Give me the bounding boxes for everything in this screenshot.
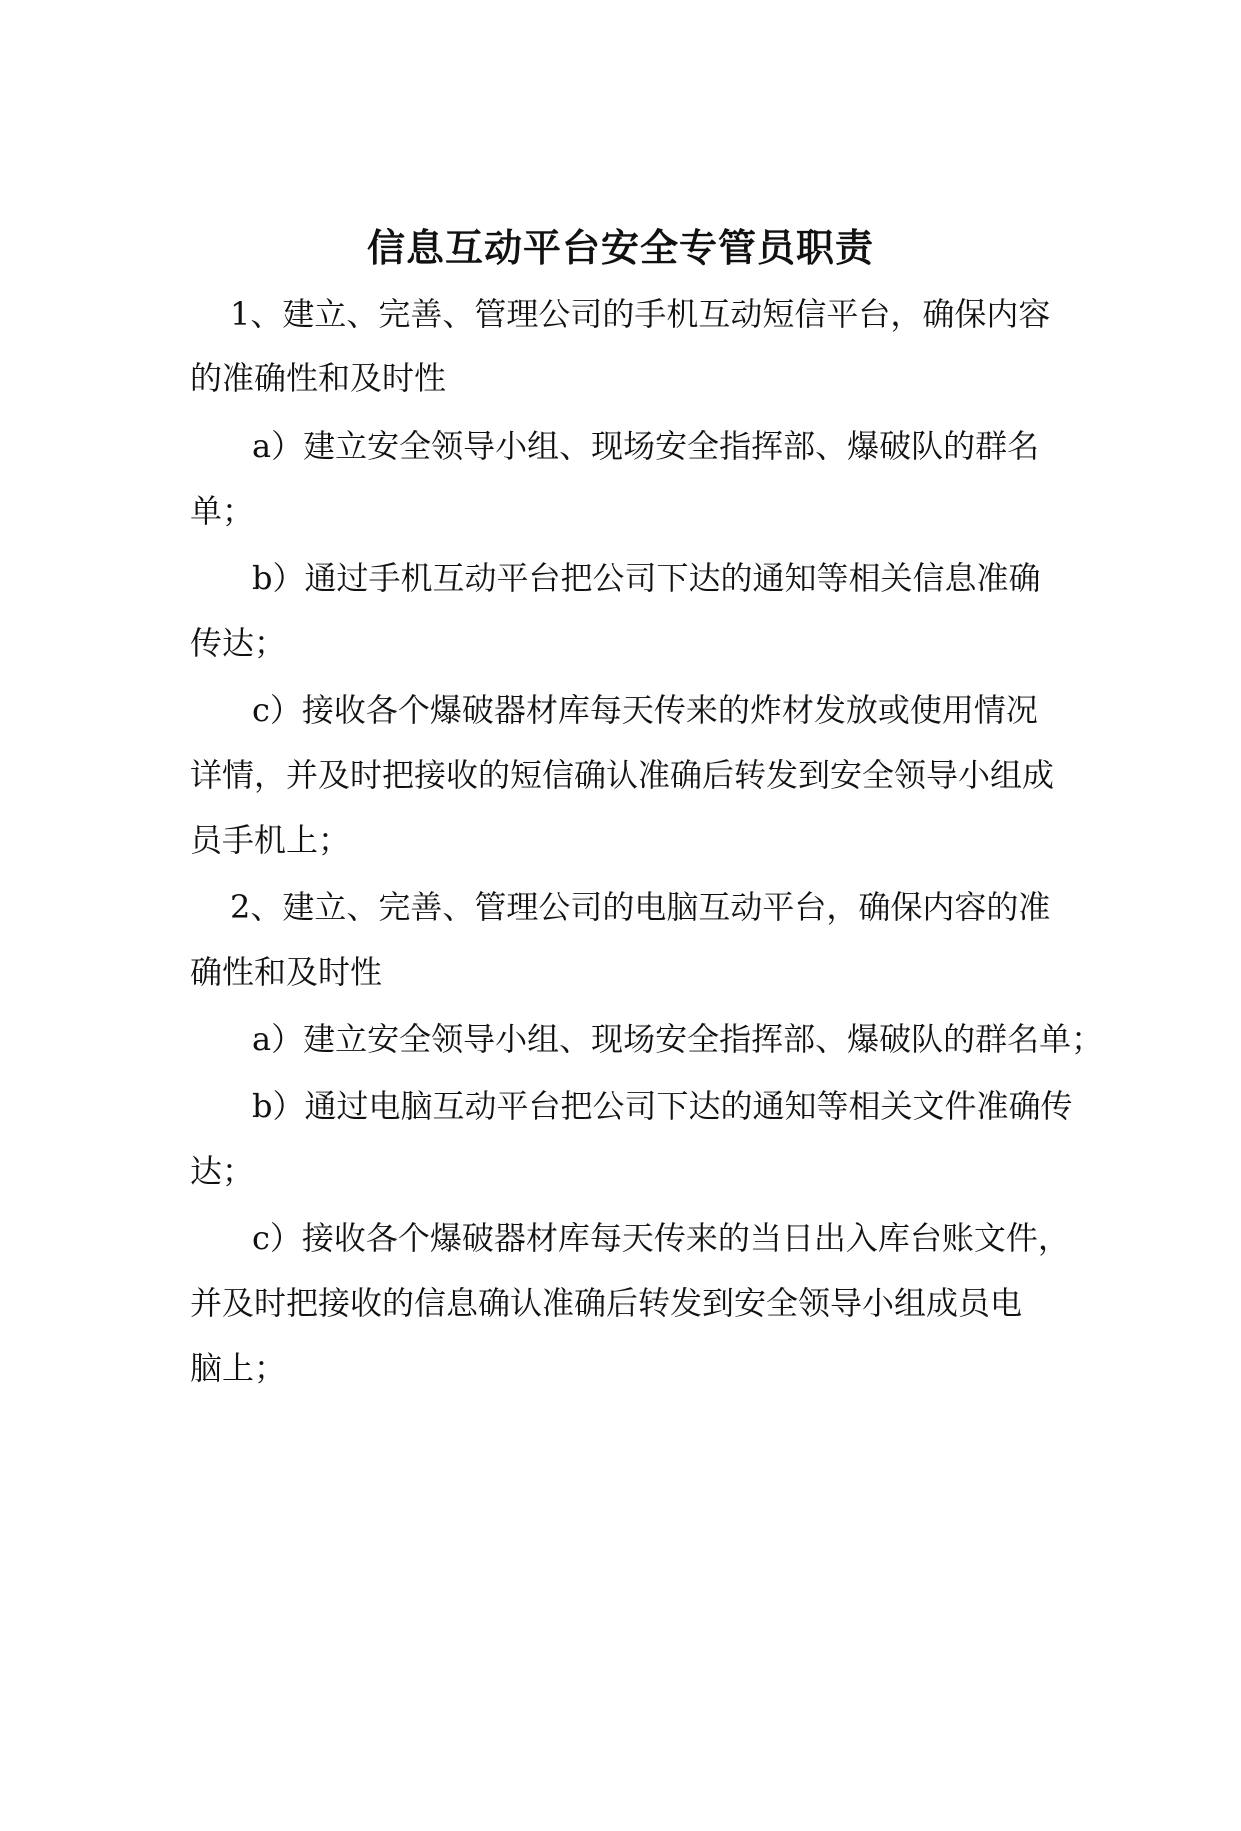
item-1a-line-1: a）建立安全领导小组、现场安全指挥部、爆破队的群名 [252, 427, 1040, 465]
item-1c-line-2: 详情，并及时把接收的短信确认准确后转发到安全领导小组成 [190, 756, 1055, 794]
document-title: 信息互动平台安全专管员职责 [366, 225, 874, 270]
item-2a-line-1: a）建立安全领导小组、现场安全指挥部、爆破队的群名单； [252, 1020, 1104, 1058]
item-2-line-2: 确性和及时性 [190, 953, 383, 991]
item-2c-line-1: c）接收各个爆破器材库每天传来的当日出入库台账文件， [252, 1219, 1070, 1257]
item-1-line-2: 的准确性和及时性 [190, 359, 447, 397]
item-1a-line-2: 单； [190, 492, 255, 530]
item-1-line-1: 1、建立、完善、管理公司的手机互动短信平台，确保内容 [230, 295, 1051, 333]
item-2c-line-3: 脑上； [190, 1349, 287, 1387]
item-2-line-1: 2、建立、完善、管理公司的电脑互动平台，确保内容的准 [230, 888, 1051, 926]
item-1b-line-1: b）通过手机互动平台把公司下达的通知等相关信息准确 [252, 559, 1041, 597]
item-1b-line-2: 传达； [190, 624, 287, 662]
item-1c-line-3: 员手机上； [190, 821, 351, 859]
item-1c-line-1: c）接收各个爆破器材库每天传来的炸材发放或使用情况 [252, 691, 1038, 729]
item-2b-line-1: b）通过电脑互动平台把公司下达的通知等相关文件准确传 [252, 1087, 1073, 1125]
item-2c-line-2: 并及时把接收的信息确认准确后转发到安全领导小组成员电 [190, 1284, 1023, 1322]
item-2b-line-2: 达； [190, 1152, 255, 1190]
